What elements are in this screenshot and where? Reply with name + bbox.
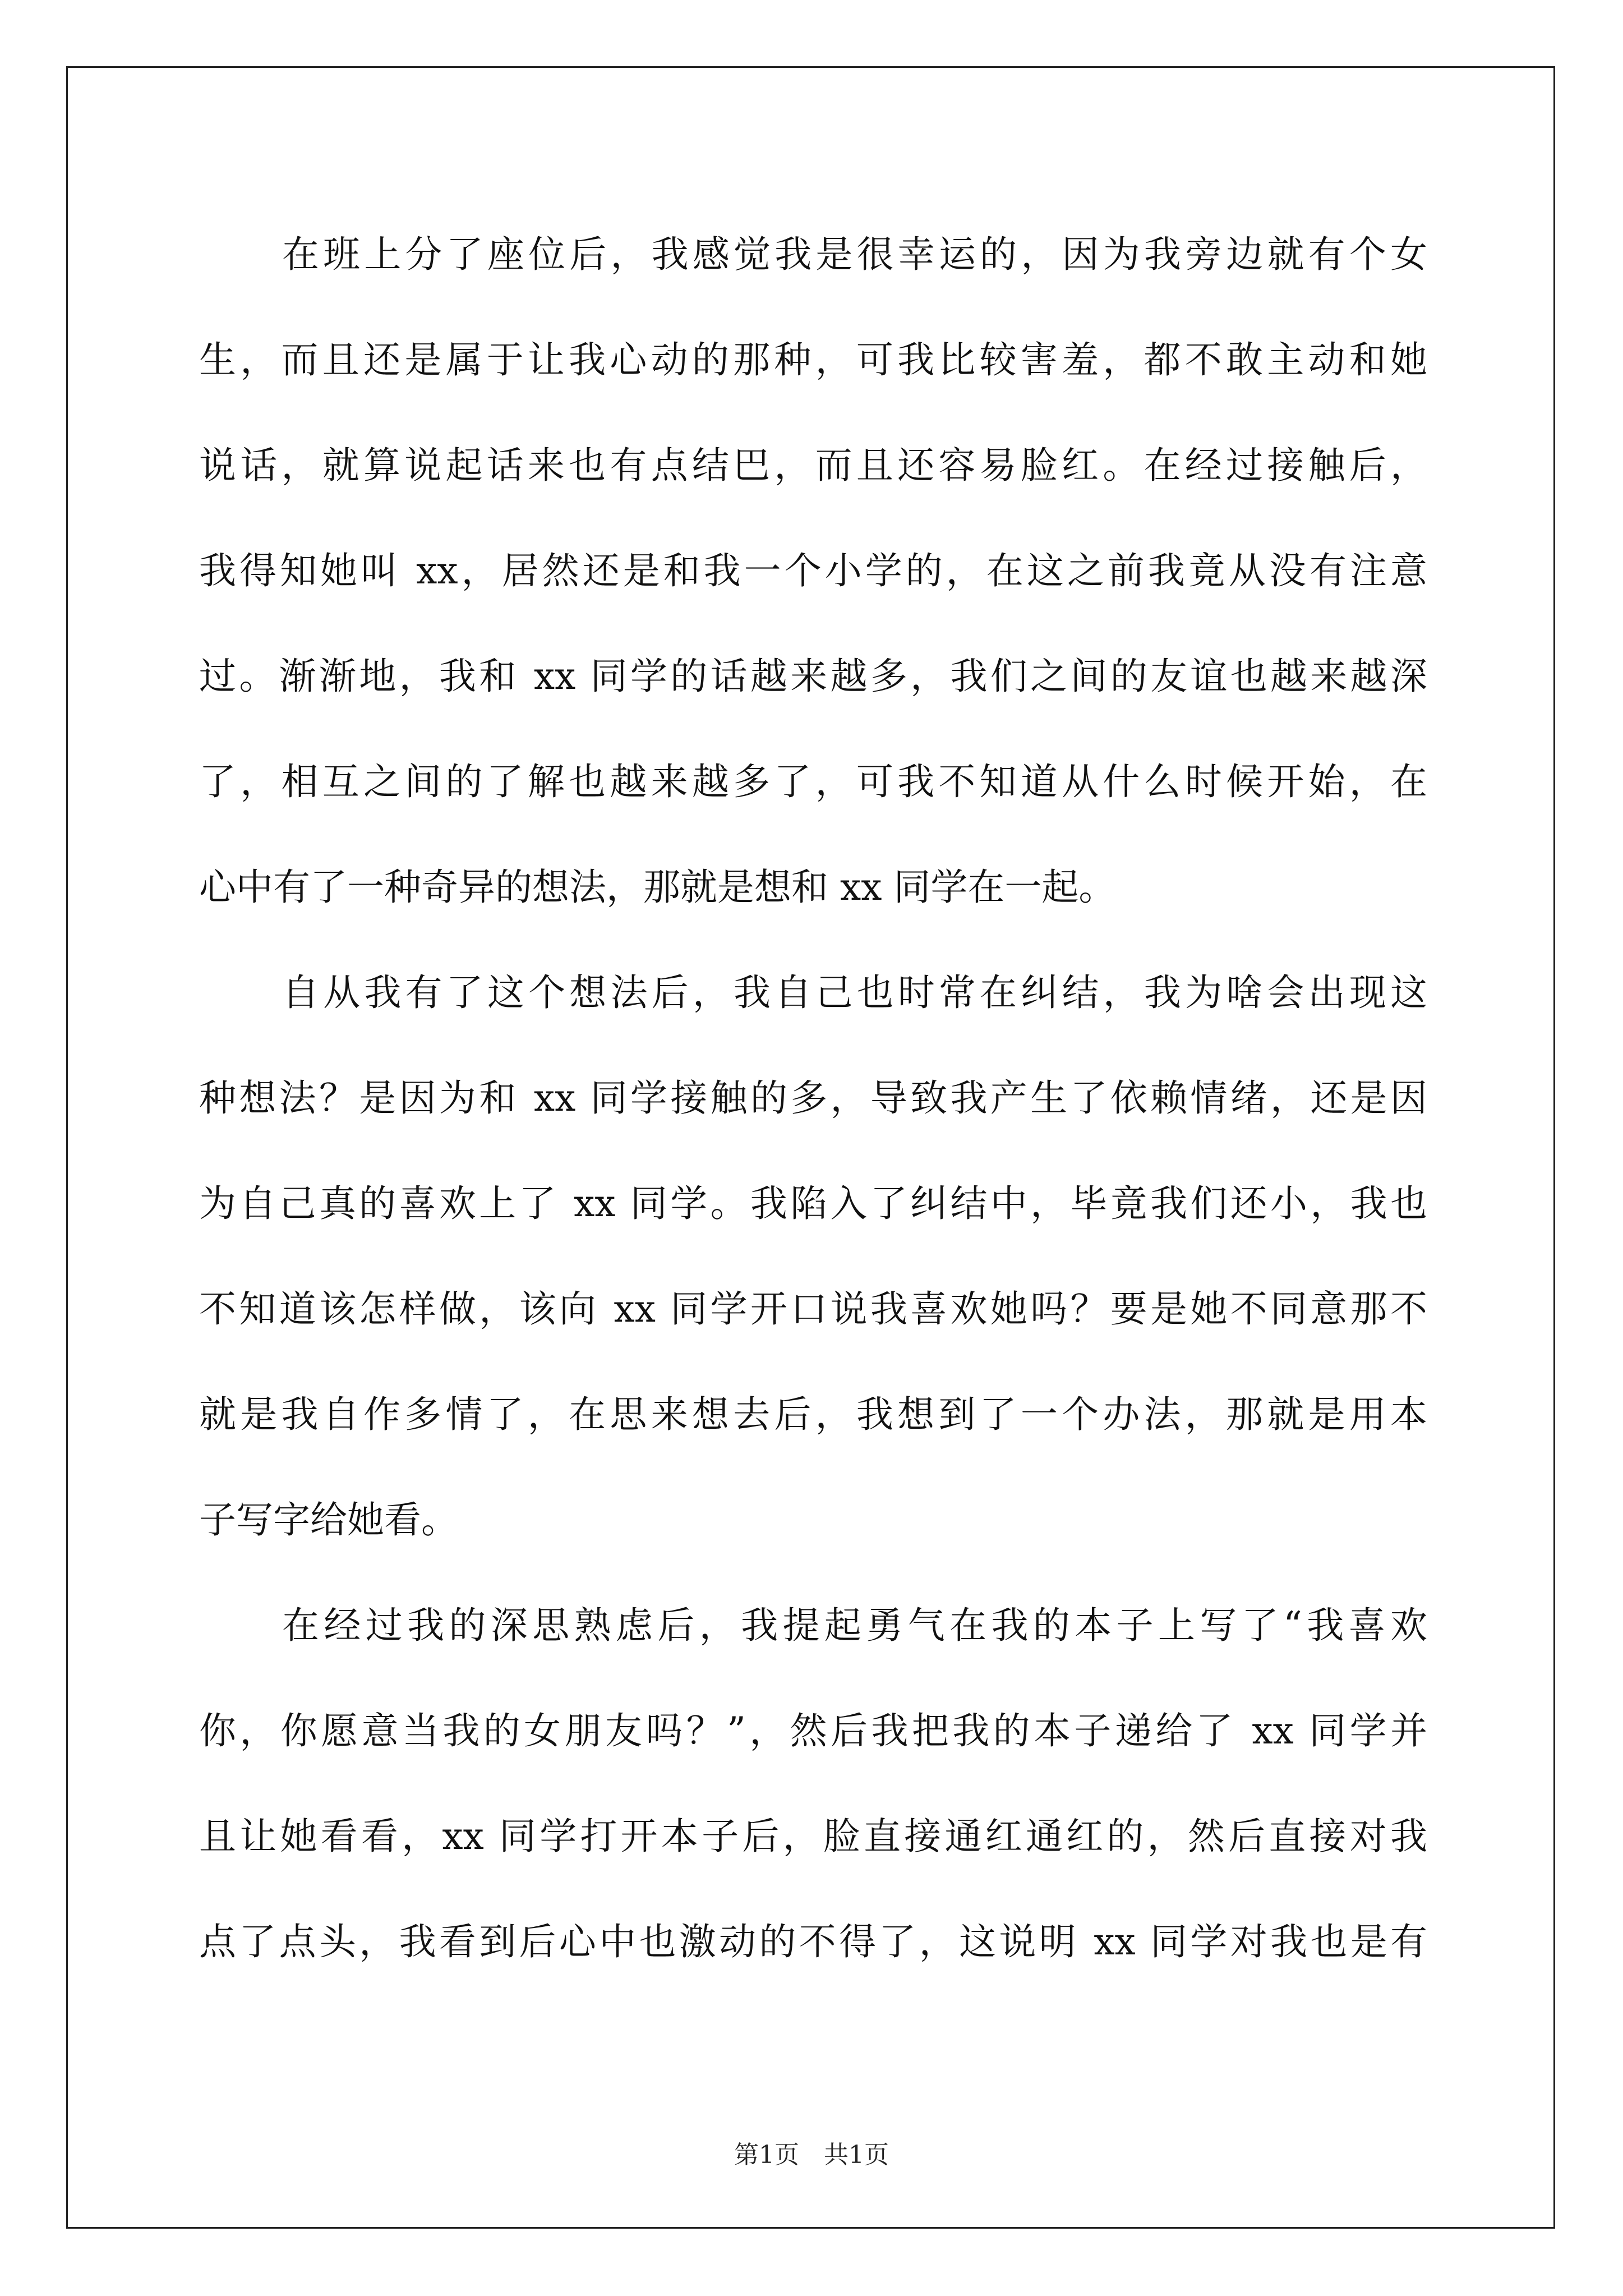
text-line: 生，而且还是属于让我心动的那种，可我比较害羞，都不敢主动和她 — [199, 338, 1427, 381]
paragraph-1 — [199, 202, 1427, 940]
text-line: 在班上分了座位后，我感觉我是很幸运的，因为我旁边就有个女 — [282, 233, 1427, 276]
text-line: 了，相互之间的了解也越来越多了，可我不知道从什么时候开始，在 — [199, 760, 1427, 803]
text-line: 点了点头，我看到后心中也激动的不得了，这说明 xx 同学对我也是有 — [199, 1920, 1427, 1963]
text-line: 种想法？是因为和 xx 同学接触的多，导致我产生了依赖情绪，还是因 — [199, 1076, 1427, 1120]
document-body — [199, 202, 1427, 1995]
text-line: 你，你愿意当我的女朋友吗？”，然后我把我的本子递给了 xx 同学并 — [199, 1709, 1427, 1752]
text-line: 过。渐渐地，我和 xx 同学的话越来越多，我们之间的友谊也越来越深 — [199, 655, 1427, 698]
text-line: 就是我自作多情了，在思来想去后，我想到了一个办法，那就是用本 — [199, 1393, 1427, 1436]
text-line: 自从我有了这个想法后，我自己也时常在纠结，我为啥会出现这 — [282, 971, 1427, 1014]
text-line: 我得知她叫 xx，居然还是和我一个小学的，在这之前我竟从没有注意 — [199, 549, 1427, 592]
page-footer: 第1页 共1页 — [734, 2141, 889, 2169]
text-line: 说话，就算说起话来也有点结巴，而且还容易脸红。在经过接触后， — [199, 444, 1427, 487]
text-line: 心中有了一种奇异的想法，那就是想和 xx 同学在一起。 — [199, 866, 1116, 909]
text-line: 不知道该怎样做，该向 xx 同学开口说我喜欢她吗？要是她不同意那不 — [199, 1287, 1427, 1331]
paragraph-3 — [199, 1573, 1427, 1995]
text-line: 子写字给她看。 — [199, 1498, 458, 1542]
paragraph-2 — [199, 940, 1427, 1573]
text-line: 在经过我的深思熟虑后，我提起勇气在我的本子上写了“我喜欢 — [282, 1604, 1427, 1647]
text-line: 且让她看看，xx 同学打开本子后，脸直接通红通红的，然后直接对我 — [199, 1815, 1427, 1858]
text-line: 为自己真的喜欢上了 xx 同学。我陷入了纠结中，毕竟我们还小，我也 — [199, 1182, 1427, 1225]
